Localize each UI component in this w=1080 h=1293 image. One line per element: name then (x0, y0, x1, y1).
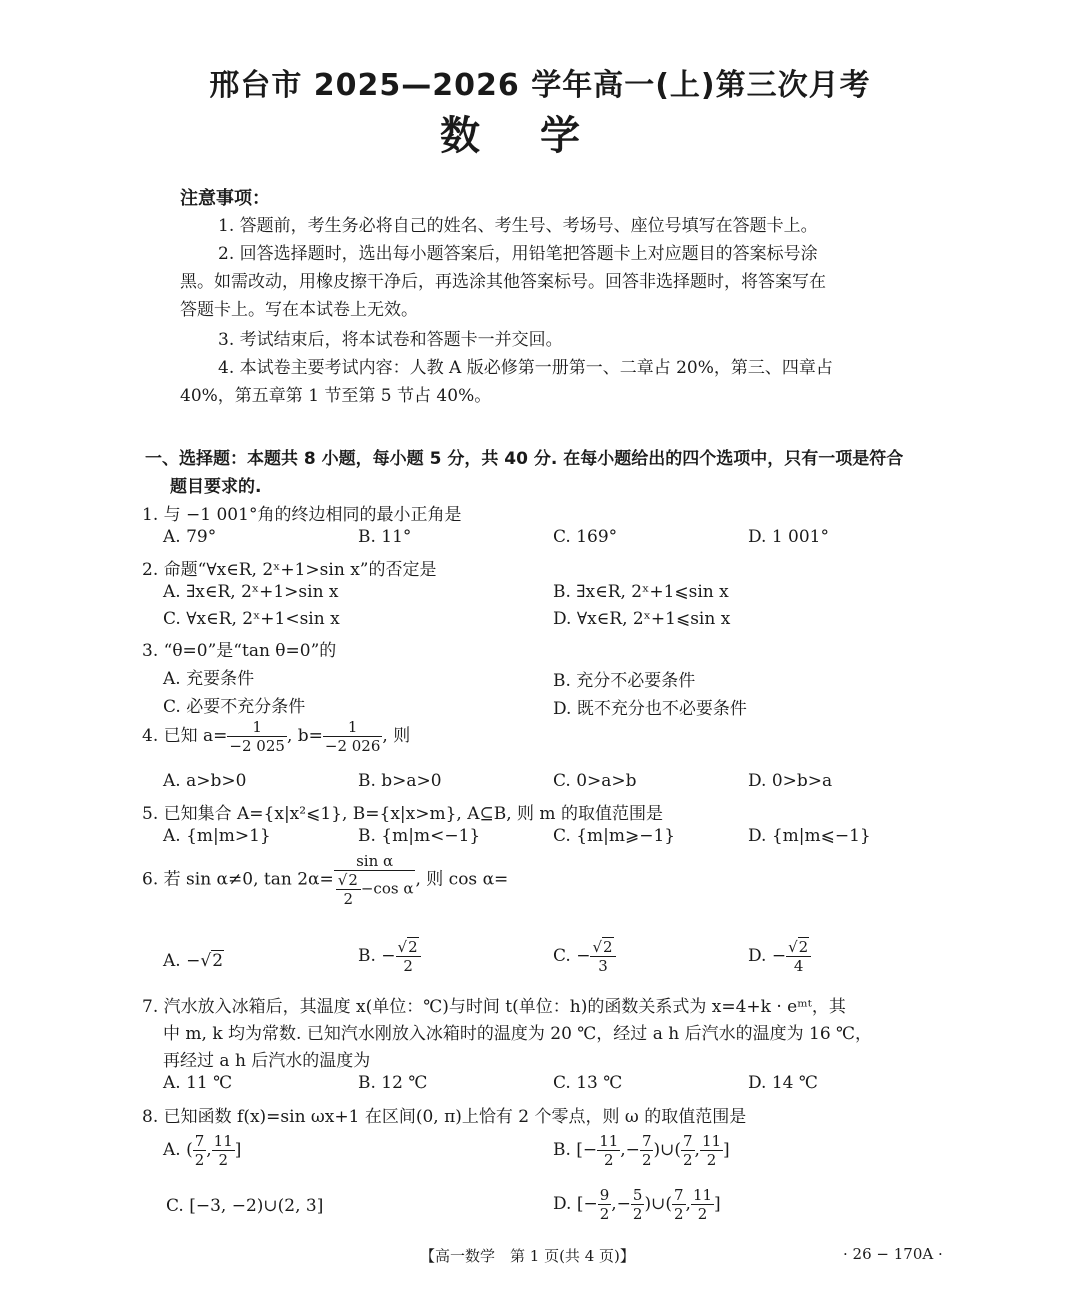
question-7-stem: 7. 汽水放入冰箱后，其温度 x(单位：℃)与时间 t(单位：h)的函数关系式为 x=4+k · eᵐᵗ，其 (142, 997, 846, 1017)
question-3-option-b: B. 充分不必要条件 (553, 671, 696, 691)
option-fraction (681, 1132, 695, 1169)
subject-title: 数学 (440, 113, 640, 159)
question-8-option-b: B. [− $\frac{11}{2}$ ,− $\frac{7}{2}$ )∪( $\frac{7}{2}$ , $\frac{11}{2}$ ] (553, 1132, 730, 1169)
fraction-numerator: 7 (641, 1132, 652, 1150)
fraction-numerator: 11 (701, 1132, 722, 1150)
option-label: C. − (553, 946, 591, 966)
fraction-denominator: 2 (683, 1151, 693, 1169)
notice-line: 3. 考试结束后，将本试卷和答题卡一并交回。 (218, 330, 563, 350)
question-7-stem-cont: 中 m, k 均为常数. 已知汽水刚放入冰箱时的温度为 20 ℃，经过 a h 后汽水的温度为 16 ℃， (163, 1024, 873, 1044)
q4-prefix: 4. 已知 a= (142, 726, 228, 746)
question-8-option-d: D. [− $\frac{9}{2}$ ,− $\frac{5}{2}$ )∪( $\frac{7}{2}$ , $\frac{11}{2}$ ] (553, 1186, 721, 1223)
notice-line: 40%，第五章第 1 节至第 5 节占 40%。 (180, 386, 492, 406)
fraction-numerator: 7 (683, 1132, 693, 1150)
fraction-denominator: 2 (697, 1205, 708, 1223)
fraction-denominator: 2 (599, 1205, 610, 1223)
fraction-denominator (334, 871, 416, 908)
option-fraction (212, 1132, 235, 1169)
fraction-denominator: 3 (598, 957, 608, 975)
notice-heading: 注意事项： (180, 188, 270, 209)
radicand: 2 (798, 938, 809, 956)
question-2-option-b: B. ∃x∈R, 2ˣ+1⩽sin x (553, 582, 729, 602)
question-1-stem: 1. 与 −1 001°角的终边相同的最小正角是 (142, 505, 462, 525)
option-fraction (396, 938, 421, 975)
question-3-option-d: D. 既不充分也不必要条件 (553, 699, 747, 719)
option-fraction (640, 1132, 654, 1169)
option-fraction (700, 1132, 723, 1169)
fraction-numerator: √2 (786, 938, 811, 957)
option-fraction (193, 1132, 207, 1169)
question-5-option-d: D. {m|m⩽−1} (748, 826, 871, 846)
question-4-stem (142, 718, 410, 755)
q6-prefix: 6. 若 sin α≠0, tan 2α= (142, 869, 334, 890)
bracket: ] (234, 1140, 242, 1160)
option-label: D. − (748, 946, 787, 966)
fraction-denominator: 4 (793, 957, 804, 975)
q4-suffix: , 则 (382, 726, 411, 746)
fraction-denominator: 2 (673, 1205, 684, 1223)
q6-fraction (334, 852, 416, 908)
option-fraction (691, 1186, 714, 1223)
q6-den-tail: −cos α (360, 879, 414, 898)
question-8-option-a: A. ( $\frac{7}{2}$ , $\frac{11}{2}$ ] (163, 1132, 242, 1169)
fraction-numerator: 1 (323, 718, 383, 737)
fraction-numerator: √2 (336, 871, 361, 890)
question-7-option-c: C. 13 ℃ (553, 1073, 623, 1093)
question-2-option-d: D. ∀x∈R, 2ˣ+1⩽sin x (553, 609, 731, 629)
question-5-stem: 5. 已知集合 A={x|x²⩽1}, B={x|x>m}, A⊆B, 则 m 的取值范围是 (142, 804, 663, 824)
radicand: 2 (212, 951, 224, 971)
option-fraction (590, 938, 615, 975)
fraction-denominator: −2 025 (229, 737, 285, 755)
fraction-denominator: 2 (403, 957, 413, 975)
radicand: 2 (603, 938, 613, 956)
question-6-option-c (553, 938, 616, 975)
option-label: A. ( (163, 1140, 193, 1160)
q6-suffix: , 则 cos α= (415, 869, 509, 890)
question-1-option-d: D. 1 001° (748, 527, 829, 547)
exam-title: 邢台市 2025—2026 学年高一(上)第三次月考 (209, 68, 871, 103)
fraction-denominator: 2 (218, 1151, 228, 1169)
q4-fraction-b (323, 718, 383, 755)
notice-line: 2. 回答选择题时，选出每小题答案后，用铅笔把答题卡上对应题目的答案标号涂 (218, 244, 818, 264)
fraction-numerator: 7 (194, 1132, 205, 1150)
question-8-option-c: C. [−3, −2)∪(2, 3] (166, 1196, 324, 1216)
question-3-option-a: A. 充要条件 (163, 669, 255, 689)
option-fraction (631, 1186, 645, 1223)
option-label: A. − (163, 951, 201, 971)
fraction-numerator: 7 (673, 1186, 684, 1204)
fraction-numerator: √2 (590, 938, 615, 957)
question-1-option-a: A. 79° (163, 527, 217, 547)
fraction-denominator: 2 (632, 1205, 643, 1223)
section-heading-cont: 题目要求的. (170, 477, 262, 497)
question-3-option-c: C. 必要不充分条件 (163, 697, 306, 717)
question-6-option-d (748, 938, 811, 975)
bracket: ] (714, 1194, 721, 1214)
q4-mid: , b= (286, 726, 323, 746)
bracket: ] (723, 1140, 730, 1160)
union: )∪( (644, 1194, 672, 1214)
question-7-option-d: D. 14 ℃ (748, 1073, 818, 1093)
radicand: 2 (408, 938, 418, 956)
notice-line: 黑。如需改动，用橡皮擦干净后，再选涂其他答案标号。回答非选择题时，将答案写在 (180, 272, 826, 292)
q6-inner-fraction (336, 871, 361, 908)
question-6-stem (142, 852, 508, 908)
fraction-numerator: 1 (227, 718, 287, 737)
option-label: B. − (358, 946, 396, 966)
fraction-numerator: 9 (599, 1186, 610, 1204)
notice-line: 4. 本试卷主要考试内容：人教 A 版必修第一册第一、二章占 20%，第三、四章占 (218, 358, 833, 378)
option-fraction (786, 938, 811, 975)
question-6-option-b (358, 938, 421, 975)
fraction-denominator: 2 (641, 1151, 652, 1169)
notice-line: 答题卡上。写在本试卷上无效。 (180, 300, 418, 320)
page-footer: 【高一数学 第 1 页(共 4 页)】 (420, 1247, 635, 1265)
fraction-denominator: −2 026 (324, 737, 381, 755)
question-1-option-b: B. 11° (358, 527, 412, 547)
q4-fraction-a (227, 718, 287, 755)
question-5-option-c: C. {m|m⩾−1} (553, 826, 676, 846)
section-heading: 一、选择题：本题共 8 小题，每小题 5 分，共 40 分. 在每小题给出的四个选项中，只有一项是符合 (145, 449, 904, 469)
question-7-option-b: B. 12 ℃ (358, 1073, 428, 1093)
question-4-option-c: C. 0>a>b (553, 771, 637, 791)
question-2-option-a: A. ∃x∈R, 2ˣ+1>sin x (163, 582, 339, 602)
question-7-stem-cont: 再经过 a h 后汽水的温度为 (163, 1051, 371, 1071)
fraction-denominator: 2 (603, 1151, 614, 1169)
question-5-option-b: B. {m|m<−1} (358, 826, 481, 846)
option-label: B. [− (553, 1140, 598, 1160)
fraction-numerator: √2 (396, 938, 421, 957)
option-fraction (598, 1186, 612, 1223)
question-3-stem: 3. “θ=0”是“tan θ=0”的 (142, 641, 337, 661)
question-7-option-a: A. 11 ℃ (163, 1073, 233, 1093)
radicand: 2 (348, 871, 358, 889)
question-8-stem: 8. 已知函数 f(x)=sin ωx+1 在区间(0, π)上恰有 2 个零点，则 ω 的取值范围是 (142, 1107, 747, 1127)
option-label: D. [− (553, 1194, 598, 1214)
fraction-denominator: 2 (706, 1151, 717, 1169)
fraction-numerator: 5 (632, 1186, 643, 1204)
question-1-option-c: C. 169° (553, 527, 618, 547)
fraction-numerator: 11 (692, 1186, 713, 1204)
question-2-option-c: C. ∀x∈R, 2ˣ+1<sin x (163, 609, 340, 629)
question-4-option-b: B. b>a>0 (358, 771, 442, 791)
question-4-option-a: A. a>b>0 (163, 771, 247, 791)
question-4-option-d: D. 0>b>a (748, 771, 833, 791)
fraction-numerator: sin α (334, 852, 416, 871)
option-fraction (672, 1186, 686, 1223)
notice-line: 1. 答题前，考生务必将自己的姓名、考生号、考场号、座位号填写在答题卡上。 (218, 216, 818, 236)
exam-code: · 26 − 170A · (843, 1245, 943, 1263)
question-2-stem: 2. 命题“∀x∈R, 2ˣ+1>sin x”的否定是 (142, 560, 437, 580)
question-6-option-a: A. −√2 (163, 951, 224, 971)
option-fraction (597, 1132, 620, 1169)
fraction-denominator: 2 (343, 890, 354, 908)
union: )∪( (653, 1140, 681, 1160)
fraction-numerator: 11 (599, 1132, 619, 1150)
fraction-denominator: 2 (194, 1151, 205, 1169)
question-5-option-a: A. {m|m>1} (163, 826, 271, 846)
fraction-numerator: 11 (213, 1132, 233, 1150)
